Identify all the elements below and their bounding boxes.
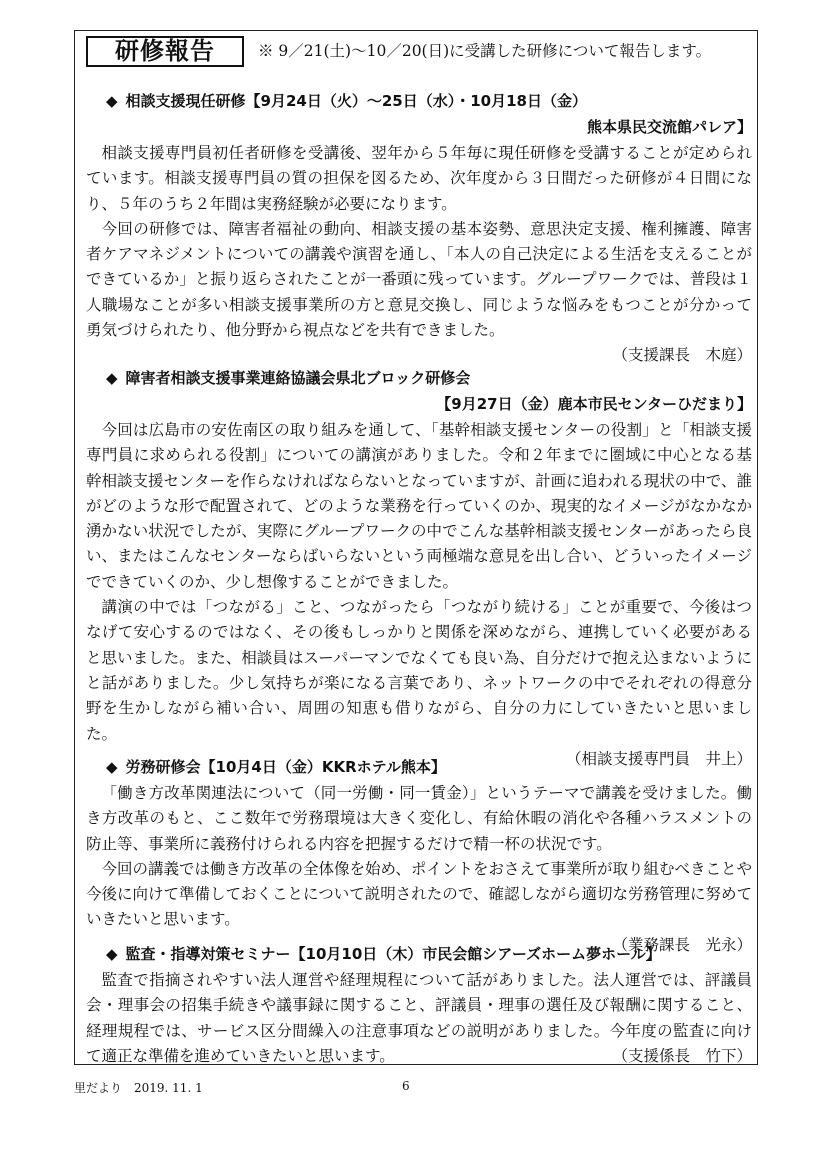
paragraph: 今回の講義では働き方改革の全体像を始め、ポイントをおさえて事業所が取り組むべきことや今後に向けて準備しておくことについて説明されたので、確認しながら適切な労務管理に努めていきたいと思います。 [86,859,752,929]
section-location: 熊本県民交流館パレア】 [586,118,752,136]
section-title: 労務研修会【10月4日（金）KKRホテル熊本】 [125,758,446,776]
diamond-bullet-icon: ◆ [106,945,118,963]
diamond-bullet-icon: ◆ [106,92,118,110]
report-section-2 [86,367,752,772]
signature: （支援課長 木庭） [612,346,752,365]
paragraph: 「働き方改革関連法について（同一労働・同一賃金）」というテーマで講義を受けました。働き方改革のもと、ここ数年で労務環境は大きく変化し、有給休暇の消化や各種ハラスメントの防止等、事業所に義務付けられる内容を把握するだけで精一杯の状況です。 [86,784,752,853]
report-section-3 [86,756,752,958]
header-note: ※ 9／21(土)～10／20(日)に受講した研修について報告します。 [258,42,712,60]
signature: （相談支援専門員 井上） [565,749,752,768]
section-heading [86,367,752,389]
section-heading [86,943,752,965]
section-title: 監査・指導対策セミナー【10月10日（木）市民会館シアーズホーム夢ホール】 [125,945,661,963]
section-heading [86,90,752,112]
signature: （支援係長 竹下） [612,1047,752,1066]
section-title: 相談支援現任研修【9月24日（火）～25日（水）・10月18日（金） [125,92,587,110]
paragraph: 監査で指摘されやすい法人運営や経理規程について話がありました。法人運営では、評議員会・理事会の招集手続きや議事録に関すること、評議員・理事の選任及び報酬に関すること、経理規程では、サービス区分間繰入の注意事項などの説明がありました。今年度の監査に向けて適正な準備を進めていきたいと思います。 [86,971,752,1065]
report-section-1 [86,90,752,368]
publication-footer: 里だより 2019. 11. 1 [74,1081,203,1095]
section-heading [86,756,752,778]
paragraph: 今回は広島市の安佐南区の取り組みを通して、「基幹相談支援センターの役割」と「相談支援専門員に求められる役割」についての講演がありました。令和２年までに圏域に中心となる基幹相談支援センターを作らなければならないとなっていますが、計画に追われる現状の中で、誰がどのような形で配置されて、どのような業務を行っていくのか、現実的なイメージがなかなか湧かない状況でしたが、実際にグループワークの中でこんな基幹相談支援センターがあったら良い、またはこんなセンターならばいらないという両極端な意見を出し合い、どういったイメージでできていくのか、少し想像することができました。 [86,421,752,591]
paragraph: 今回の研修では、障害者福祉の動向、相談支援の基本姿勢、意思決定支援、権利擁護、障害者ケアマネジメントについての講義や演習を通し、「本人の自己決定による生活を支えることができているか」と振り返らされたことが一番頭に残っています。グループワークでは、普段は１人職場なことが多い相談支援事業所の方と意見交換し、同じような悩みをもつことが分かって勇気づけられたり、他分野から視点などを共有できました。 [86,219,752,340]
section-title: 障害者相談支援事業連絡協議会県北ブロック研修会 [125,369,471,387]
page-title: 研修報告 [86,36,244,67]
page-number: 6 [402,1079,410,1093]
diamond-bullet-icon: ◆ [106,369,118,387]
section-location: 【9月27日（金）鹿本市民センターひだまり】 [436,395,752,413]
paragraph: 講演の中では「つながる」こと、つながったら「つながり続ける」ことが重要で、今後はつなげて安心するのではなく、その後もしっかりと関係を深めながら、連携していく必要があると思いました。また、相談員はスーパーマンでなくても良い為、自分だけで抱え込まないようにと話がありました。少し気持ちが楽になる言葉であり、ネットワークの中でそれぞれの得意分野を生かしながら補い合い、周囲の知恵も借りながら、自分の力にしていきたいと思いました。 [86,598,752,743]
diamond-bullet-icon: ◆ [106,758,118,776]
paragraph: 相談支援専門員初任者研修を受講後、翌年から５年毎に現任研修を受講することが定められています。相談支援専門員の質の担保を図るため、次年度から３日間だった研修が４日間になり、５年のうち２年間は実務経験が必要になります。 [86,144,752,213]
report-section-4 [86,943,752,1069]
signature: （業務課長 光永） [612,935,752,954]
